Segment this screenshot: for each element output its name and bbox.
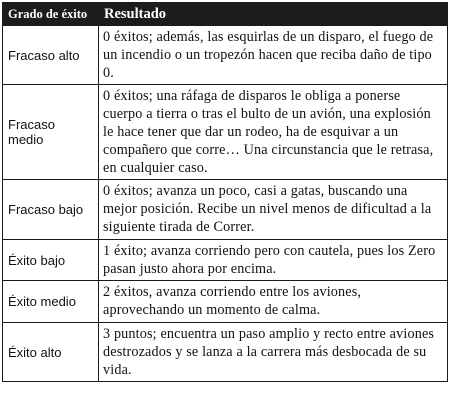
- result-cell: 0 éxitos; avanza un poco, casi a gatas, buscando una mejor posición. Recibe un nivel menos de dificultad a la siguiente tirada de Correr.: [99, 180, 448, 239]
- table-row: [3, 239, 448, 281]
- table-row: [3, 180, 448, 239]
- result-cell: 3 puntos; encuentra un paso amplio y recto entre aviones destrozados y se lanza a la carrera más desbocada de su vida.: [99, 322, 448, 381]
- header-result: Resultado: [99, 3, 448, 26]
- grade-cell: Fracaso medio: [3, 85, 99, 180]
- grade-cell: Fracaso alto: [3, 26, 99, 85]
- result-cell: 2 éxitos, avanza corriendo entre los aviones, aprovechando un momento de calma.: [99, 281, 448, 323]
- header-row: [3, 3, 448, 26]
- results-table: [2, 2, 448, 382]
- result-cell: 1 éxito; avanza corriendo pero con cautela, pues los Zero pasan justo ahora por encima.: [99, 239, 448, 281]
- table-row: [3, 26, 448, 85]
- grade-cell: Fracaso bajo: [3, 180, 99, 239]
- header-grade: Grado de éxito: [3, 3, 99, 26]
- result-cell: 0 éxitos; además, las esquirlas de un disparo, el fuego de un incendio o un tropezón hacen que reciba daño de tipo 0.: [99, 26, 448, 85]
- table-row: [3, 85, 448, 180]
- table-row: [3, 281, 448, 323]
- grade-cell: Éxito bajo: [3, 239, 99, 281]
- grade-cell: Éxito medio: [3, 281, 99, 323]
- result-cell: 0 éxitos; una ráfaga de disparos le obliga a ponerse cuerpo a tierra o tras el bulto de un avión, una explosión le hace tener que dar un rodeo, ha de esquivar a un compañero que corre… Una circunstancia que le retrasa, en cualquier caso.: [99, 85, 448, 180]
- table-row: [3, 322, 448, 381]
- grade-cell: Éxito alto: [3, 322, 99, 381]
